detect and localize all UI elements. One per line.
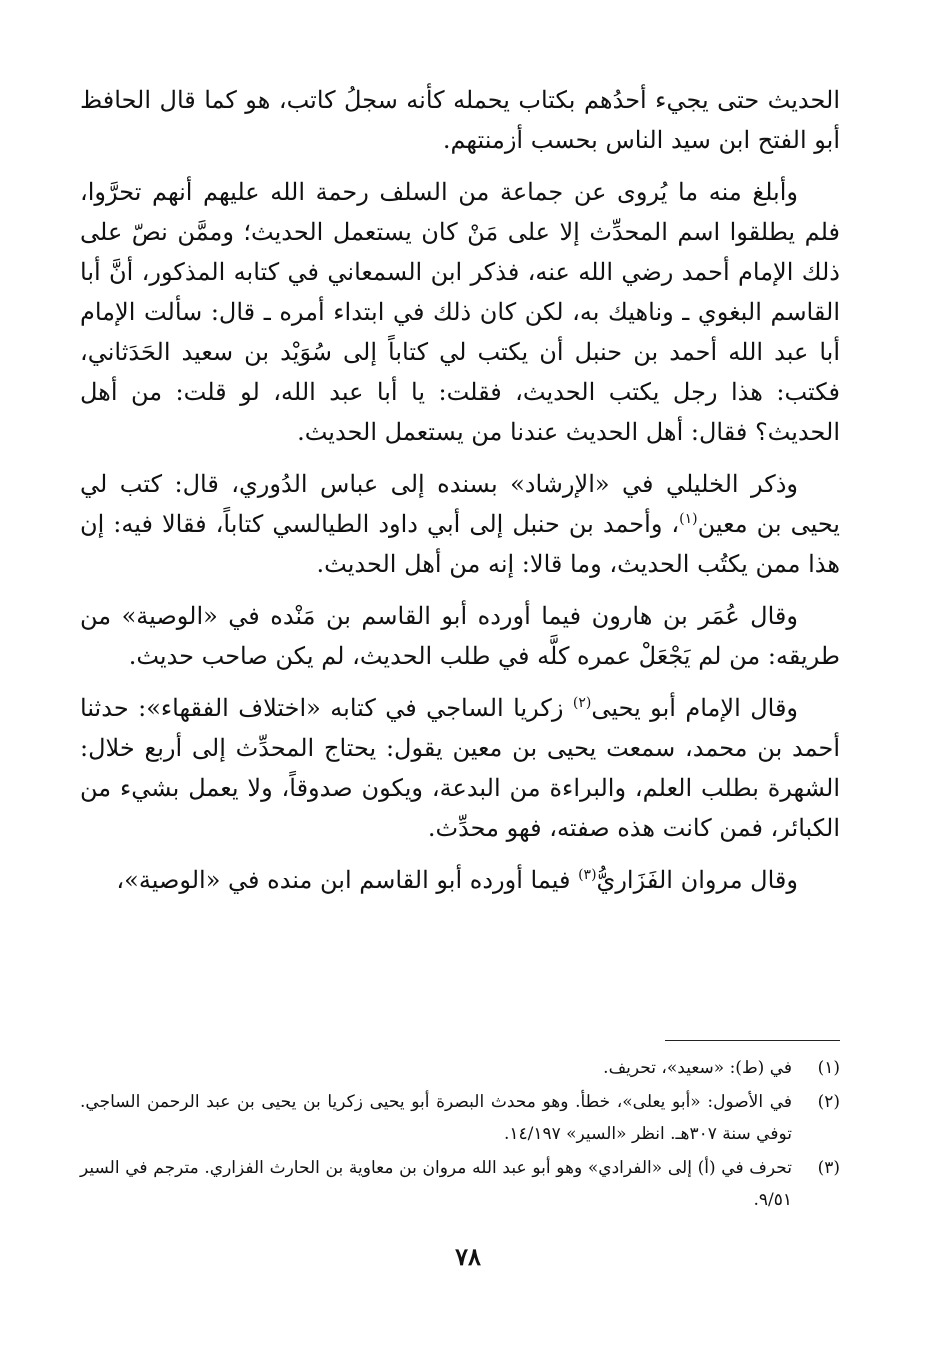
footnote-text: تحرف في (أ) إلى «الفرادي» وهو أبو عبد الله مروان بن معاوية بن الحارث الفزاري. مترجم في السير ٩/٥١. xyxy=(80,1158,792,1210)
paragraph-3-text-b: ، وأحمد بن حنبل إلى أبي داود الطيالسي كتاباً، فقالا فيه: إن هذا ممن يكتُب الحديث، وما قالا: إنه من أهل الحديث. xyxy=(80,510,840,578)
paragraph-2: وأبلغ منه ما يُروى عن جماعة من السلف رحمة الله عليهم أنهم تحرَّوا، فلم يطلقوا اسم المحدِّث إلا على مَنْ كان يستعمل الحديث؛ وممَّن نصّ على ذلك الإمام أحمد رضي الله عنه، فذكر ابن السمعاني في كتابه المذكور، أنَّ أبا القاسم البغوي ـ وناهيك به، لكن كان ذلك في ابتداء أمره ـ قال: سألت الإمام أبا عبد الله أحمد بن حنبل أن يكتب لي كتاباً إلى سُوَيْد بن سعيد الحَدَثاني، فكتب: هذا رجل يكتب الحديث، فقلت: يا أبا عبد الله، لو قلت: من أهل الحديث؟ فقال: أهل الحديث عندنا من يستعمل الحديث. xyxy=(80,178,840,446)
footnote-2 xyxy=(80,1086,840,1150)
footnote-1 xyxy=(80,1052,840,1084)
footnote-number: (٢) xyxy=(817,1092,840,1112)
footnote-text: في (ط): «سعيد»، تحريف. xyxy=(603,1058,792,1078)
paragraph-6 xyxy=(80,860,840,900)
footnote-3 xyxy=(80,1152,840,1216)
paragraph-3-text-a: وذكر الخليلي في «الإرشاد» بسنده إلى عباس الدُوري، قال: كتب لي يحيى بن معين xyxy=(80,470,840,538)
paragraph-5-text-b: زكريا الساجي في كتابه «اختلاف الفقهاء»: حدثنا أحمد بن محمد، سمعت يحيى بن معين يقول: يحتاج المحدِّث إلى أربع خلال: الشهرة بطلب العلم، والبراءة من البدعة، ويكون صدوقاً، ولا يعمل بشيء من الكبائر، فمن كانت هذه صفته، فهو محدِّث. xyxy=(80,694,841,842)
footnote-divider xyxy=(665,1040,840,1041)
main-text xyxy=(80,80,840,912)
page-number: ٧٨ xyxy=(455,1242,481,1271)
footnote-number: (٣) xyxy=(817,1158,840,1178)
footnotes xyxy=(80,1052,840,1218)
footnote-text: في الأصول: «أبو يعلى»، خطأ. وهو محدث البصرة أبو يحيى زكريا بن يحيى بن عبد الرحمن الساجي. توفي سنة ٣٠٧هـ. انظر «السير» ١٤/١٩٧. xyxy=(80,1092,792,1144)
paragraph-6-text-b: فيما أورده أبو القاسم ابن منده في «الوصية»، xyxy=(116,866,579,894)
footnote-ref-1: (١) xyxy=(679,511,698,527)
paragraph-4: وقال عُمَر بن هارون فيما أورده أبو القاسم بن مَنْده في «الوصية» من طريقه: من لم يَجْعَلْ عمره كلَّه في طلب الحديث، لم يكن صاحب حديث. xyxy=(80,602,840,670)
paragraph-5 xyxy=(80,688,840,848)
paragraph-6-text-a: وقال مروان الفَزَاريُّ xyxy=(596,866,798,894)
paragraph-1: الحديث حتى يجيء أحدُهم بكتاب يحمله كأنه سجلُ كاتب، هو كما قال الحافظ أبو الفتح ابن سيد الناس بحسب أزمنتهم. xyxy=(80,86,840,154)
footnote-number: (١) xyxy=(817,1058,840,1078)
footnote-ref-3: (٣) xyxy=(578,867,597,883)
paragraph-3 xyxy=(80,464,840,584)
paragraph-5-text-a: وقال الإمام أبو يحيى xyxy=(591,694,799,722)
footnote-ref-2: (٢) xyxy=(572,695,592,711)
